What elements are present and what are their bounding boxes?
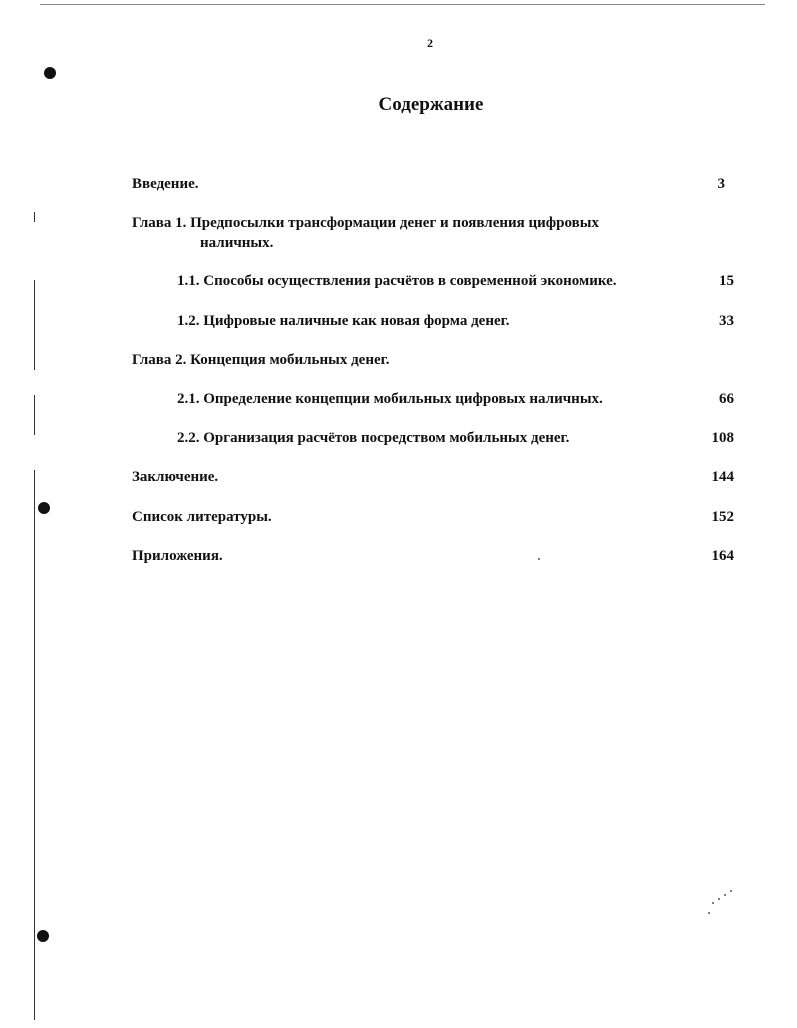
toc-entry-section-1-1 — [0, 271, 797, 293]
toc-entry-label: Приложения. — [132, 548, 223, 564]
toc-entry-label: Список литературы. — [132, 509, 272, 525]
toc-entry-label: 2.2. Организация расчётов посредством мобильных денег. — [177, 430, 570, 446]
scan-speck — [718, 898, 720, 900]
toc-entry-page: 164 — [711, 548, 734, 564]
toc-entry-chapter2 — [0, 350, 797, 372]
page-title: Содержание — [378, 94, 484, 115]
toc-entry-page: 15 — [719, 273, 734, 289]
toc-entry-chapter1 — [0, 213, 797, 255]
toc-entry-intro — [0, 174, 797, 196]
toc-entry-label: Глава 1. Предпосылки трансформации денег и появления цифровых — [132, 215, 599, 231]
toc-entry-page: 66 — [719, 391, 734, 407]
toc-entry-appendices — [0, 546, 797, 568]
toc-entry-conclusion — [0, 467, 797, 489]
toc-entry-label-continued: наличных. — [200, 235, 274, 251]
scan-speck — [730, 890, 732, 892]
toc-entry-section-1-2 — [0, 311, 797, 333]
toc-entry-page: 144 — [711, 469, 734, 485]
scan-speck — [708, 912, 710, 914]
scan-speck — [712, 902, 714, 904]
toc-entry-label: Заключение. — [132, 469, 219, 485]
hole-punch-mark — [44, 67, 56, 79]
scan-edge-line — [40, 4, 765, 5]
toc-entry-label: 1.2. Цифровые наличные как новая форма денег. — [177, 313, 510, 329]
toc-entry-page: 3 — [717, 176, 725, 192]
scan-speck — [724, 894, 726, 896]
toc-entry-page: 33 — [719, 313, 734, 329]
toc-entry-label: 2.1. Определение концепции мобильных цифровых наличных. — [177, 391, 603, 407]
toc-entry-page: 108 — [711, 430, 734, 446]
toc-entry-section-2-1 — [0, 389, 797, 411]
toc-entry-page: 152 — [711, 509, 734, 525]
toc-entry-label: Глава 2. Концепция мобильных денег. — [132, 352, 390, 368]
toc-entry-label: 1.1. Способы осуществления расчётов в современной экономике. — [177, 273, 617, 289]
toc-entry-section-2-2 — [0, 428, 797, 450]
toc-entry-references — [0, 507, 797, 529]
toc-entry-label: Введение. — [132, 176, 199, 192]
page-number: 2 — [427, 36, 433, 50]
hole-punch-mark — [37, 930, 49, 942]
